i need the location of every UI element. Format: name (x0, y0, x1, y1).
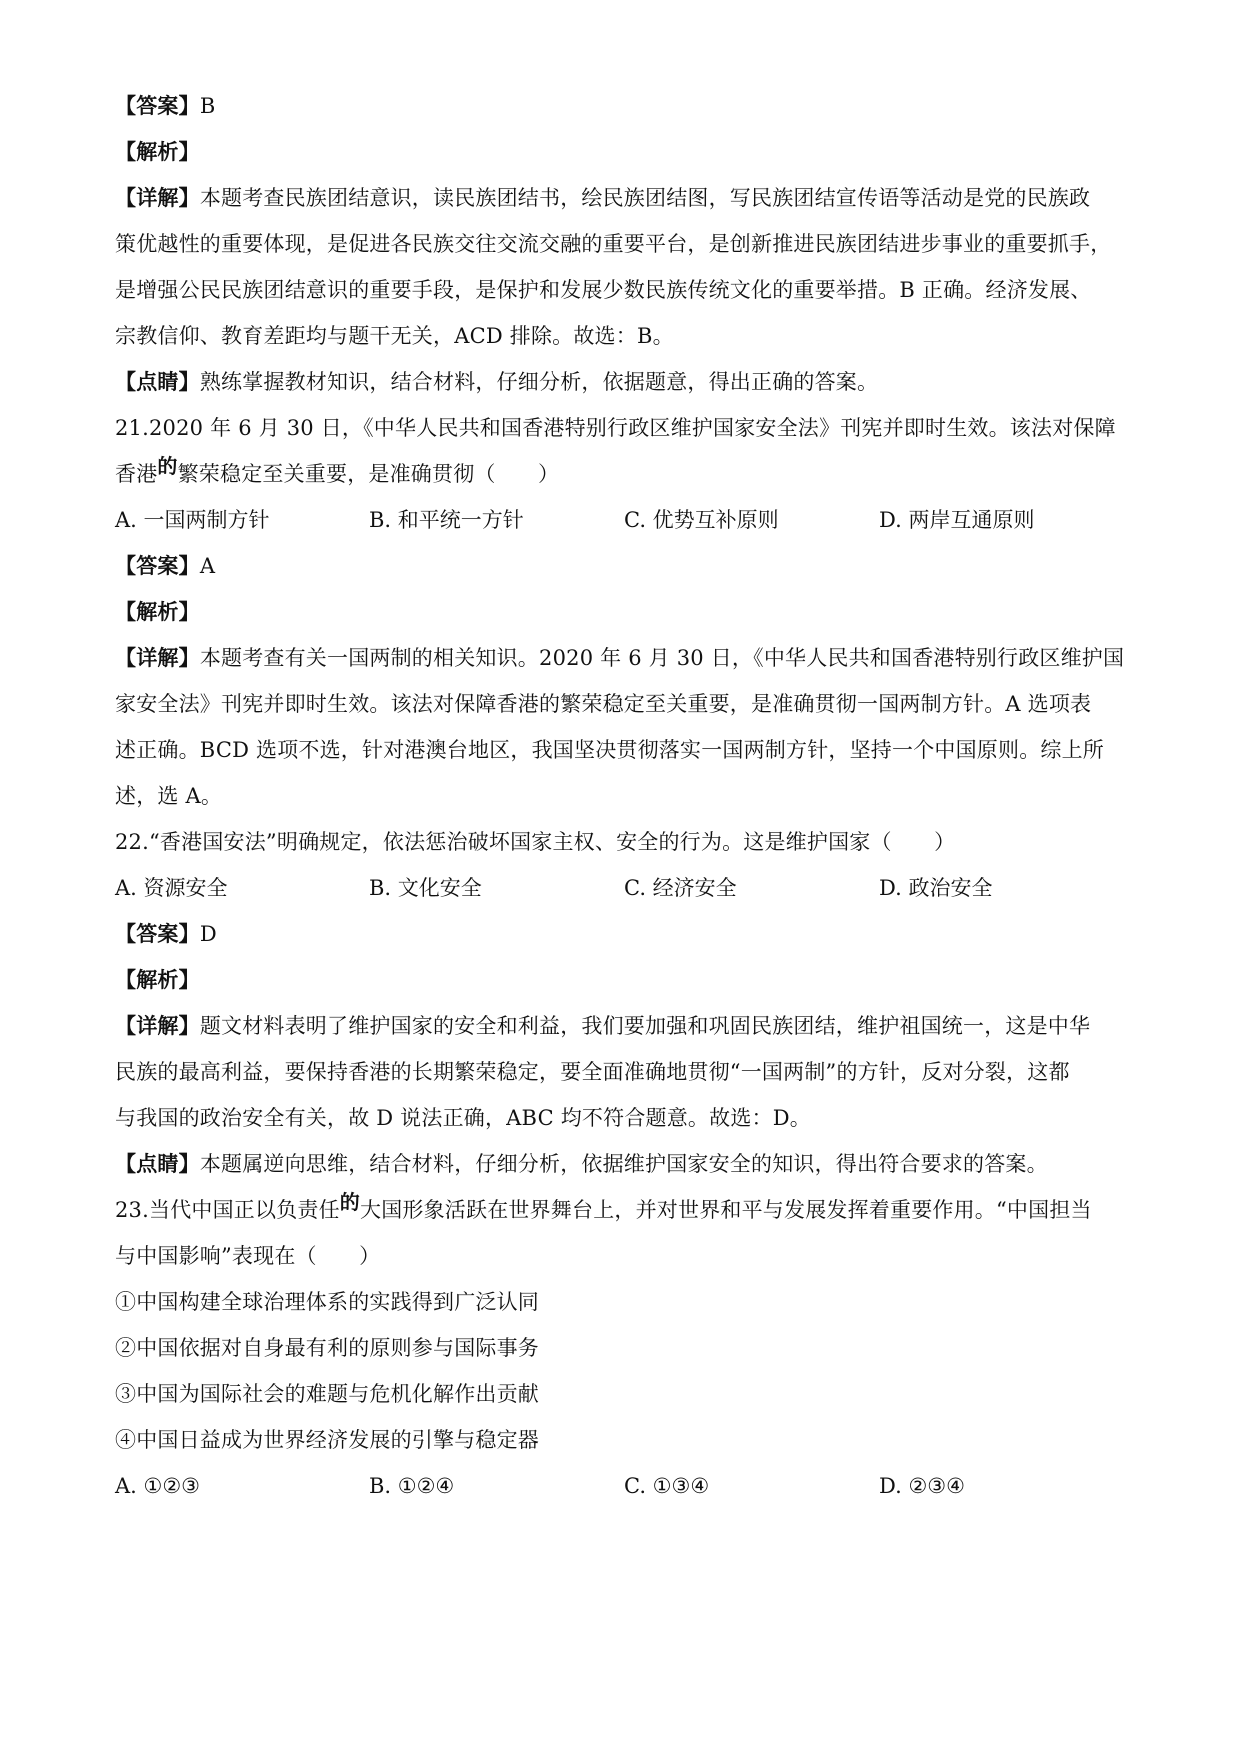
q22-detail-line-1 (115, 1011, 1125, 1041)
comment-label: 【点睛】 (115, 369, 200, 394)
q22-stem: 22.“香港国安法”明确规定，依法惩治破坏国家主权、安全的行为。这是维护国家（ ） (115, 830, 956, 854)
option-d: D. 两岸互通原则 (879, 508, 1035, 532)
option-c: C. ①③④ (624, 1474, 710, 1498)
answer-value: D (199, 922, 217, 946)
q21-analysis-label: 【解析】 (115, 599, 200, 624)
stem-mark: 的 (157, 454, 178, 478)
detail-text: 本题考查民族团结意识，读民族团结书，绘民族团结图，写民族团结宣传语等活动是党的民族政 (199, 186, 1091, 210)
detail-label: 【详解】 (115, 1013, 200, 1038)
detail-label: 【详解】 (115, 645, 200, 670)
q20-detail-line-2: 策优越性的重要体现，是促进各民族交往交流交融的重要平台，是创新推进民族团结进步事业的重要抓手， (115, 232, 1112, 256)
option-c: C. 优势互补原则 (624, 508, 779, 532)
q22-detail-line-2: 民族的最高利益，要保持香港的长期繁荣稳定，要全面准确地贯彻“一国两制”的方针，反对分裂，这都 (115, 1060, 1070, 1084)
q22-comment (115, 1149, 1125, 1179)
q21-stem-line-1: 21.2020 年 6 月 30 日，《中华人民共和国香港特别行政区维护国家安全法》刊宪并即时生效。该法对保障 (115, 416, 1116, 440)
q22-options (115, 873, 1125, 903)
q22-analysis-label: 【解析】 (115, 967, 200, 992)
answer-label: 【答案】 (115, 93, 200, 118)
q21-detail-line-2: 家安全法》刊宪并即时生效。该法对保障香港的繁荣稳定至关重要，是准确贯彻一国两制方针。A 选项表 (115, 692, 1092, 716)
option-a: A. 一国两制方针 (115, 508, 270, 532)
option-b: B. ①②④ (369, 1474, 455, 1498)
q22-answer (115, 919, 1125, 949)
stem-mark: 的 (339, 1190, 360, 1214)
q21-detail-line-4: 述，选 A。 (115, 784, 223, 808)
option-a: A. ①②③ (115, 1474, 200, 1498)
q20-detail-line-4: 宗教信仰、教育差距均与题干无关，ACD 排除。故选：B。 (115, 324, 674, 348)
stem-text: 香港 (115, 462, 158, 486)
q22-detail-line-3: 与我国的政治安全有关，故 D 说法正确，ABC 均不符合题意。故选：D。 (115, 1106, 811, 1130)
answer-label: 【答案】 (115, 553, 200, 578)
comment-text: 本题属逆向思维，结合材料，仔细分析，依据维护国家安全的知识，得出符合要求的答案。 (199, 1152, 1048, 1176)
stem-text: 繁荣稳定至关重要，是准确贯彻（ ） (177, 462, 560, 486)
option-d: D. ②③④ (879, 1474, 965, 1498)
option-d: D. 政治安全 (879, 876, 993, 900)
q23-statement-2: ②中国依据对自身最有利的原则参与国际事务 (115, 1336, 539, 1360)
option-a: A. 资源安全 (115, 876, 228, 900)
option-c: C. 经济安全 (624, 876, 737, 900)
q20-detail-line-3: 是增强公民民族团结意识的重要手段，是保护和发展少数民族传统文化的重要举措。B 正确。经济发展、 (115, 278, 1092, 302)
q20-analysis-label: 【解析】 (115, 139, 200, 164)
q21-detail-line-3: 述正确。BCD 选项不选，针对港澳台地区，我国坚决贯彻落实一国两制方针，坚持一个中国原则。综上所 (115, 738, 1104, 762)
detail-text: 本题考查有关一国两制的相关知识。2020 年 6 月 30 日，《中华人民共和国香港特别行政区维护国 (199, 646, 1125, 670)
q23-options (115, 1471, 1125, 1501)
q21-detail-line-1 (115, 643, 1125, 673)
option-b: B. 文化安全 (369, 876, 482, 900)
comment-text: 熟练掌握教材知识，结合材料，仔细分析，依据题意，得出正确的答案。 (199, 370, 879, 394)
q21-options (115, 505, 1125, 535)
option-b: B. 和平统一方针 (369, 508, 524, 532)
q23-statement-1: ①中国构建全球治理体系的实践得到广泛认同 (115, 1290, 539, 1314)
comment-label: 【点睛】 (115, 1151, 200, 1176)
q21-answer (115, 551, 1125, 581)
answer-value: B (199, 94, 216, 118)
q20-detail-line-1 (115, 183, 1125, 213)
q23-stem-line-1 (115, 1190, 1125, 1225)
stem-text: 大国形象活跃在世界舞台上，并对世界和平与发展发挥着重要作用。“中国担当 (360, 1198, 1092, 1222)
q23-statement-4: ④中国日益成为世界经济发展的引擎与稳定器 (115, 1428, 539, 1452)
q21-stem-line-2 (115, 454, 1125, 489)
q20-comment (115, 367, 1125, 397)
stem-text: 23.当代中国正以负责任 (115, 1198, 340, 1222)
q23-statement-3: ③中国为国际社会的难题与危机化解作出贡献 (115, 1382, 539, 1406)
q20-answer (115, 91, 1125, 121)
detail-label: 【详解】 (115, 185, 200, 210)
answer-value: A (199, 554, 216, 578)
answer-label: 【答案】 (115, 921, 200, 946)
detail-text: 题文材料表明了维护国家的安全和利益，我们要加强和巩固民族团结，维护祖国统一，这是中华 (199, 1014, 1091, 1038)
q23-stem-line-2: 与中国影响”表现在（ ） (115, 1244, 381, 1268)
